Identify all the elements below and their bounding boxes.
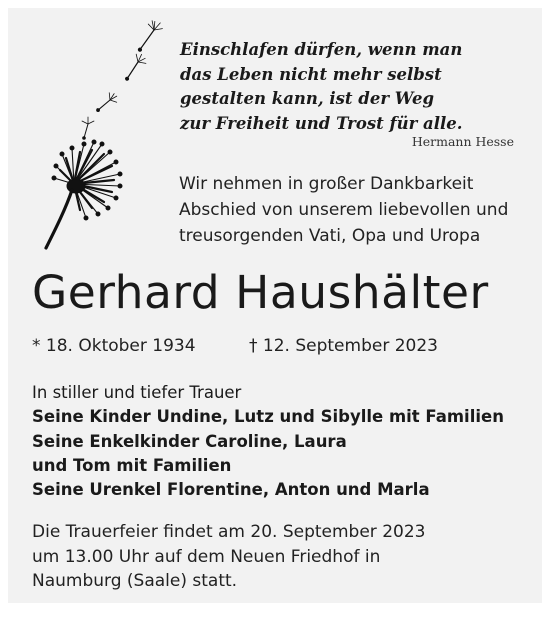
farewell-text <box>179 171 508 249</box>
quote-line: das Leben nicht mehr selbst <box>180 64 442 84</box>
farewell-line: Wir nehmen in großer Dankbarkeit <box>179 174 474 194</box>
quote-line: Einschlafen dürfen, wenn man <box>180 40 463 59</box>
farewell-line: treusorgenden Vati, Opa und Uropa <box>179 226 481 246</box>
quote <box>180 38 463 136</box>
mourner-line: Seine Enkelkinder Caroline, Laura <box>32 431 347 451</box>
dandelion-icon <box>26 16 186 252</box>
deceased-name: Gerhard Haushälter <box>32 266 489 319</box>
life-dates <box>32 336 438 356</box>
quote-author: Hermann Hesse <box>411 134 514 149</box>
service-line: Die Trauerfeier findet am 20. September 2023 <box>32 522 426 542</box>
quote-line: gestalten kann, ist der Weg <box>180 89 434 108</box>
mourners-intro: In stiller und tiefer Trauer <box>32 383 242 402</box>
farewell-line: Abschied von unserem liebevollen und <box>179 200 509 220</box>
death-date: † 12. September 2023 <box>249 336 438 356</box>
birth-date: * 18. Oktober 1934 <box>32 336 196 356</box>
obituary-notice <box>8 8 542 603</box>
mourner-line: und Tom mit Familien <box>32 455 232 475</box>
service-line: Naumburg (Saale) statt. <box>32 571 238 591</box>
service-line: um 13.00 Uhr auf dem Neuen Friedhof in <box>32 546 381 567</box>
quote-line: zur Freiheit und Trost für alle. <box>180 113 463 133</box>
mourner-line: Seine Kinder Undine, Lutz und Sibylle mit Familien <box>32 407 504 427</box>
funeral-service-info <box>32 520 425 594</box>
mourners <box>32 381 504 502</box>
mourner-line: Seine Urenkel Florentine, Anton und Marla <box>32 480 430 500</box>
